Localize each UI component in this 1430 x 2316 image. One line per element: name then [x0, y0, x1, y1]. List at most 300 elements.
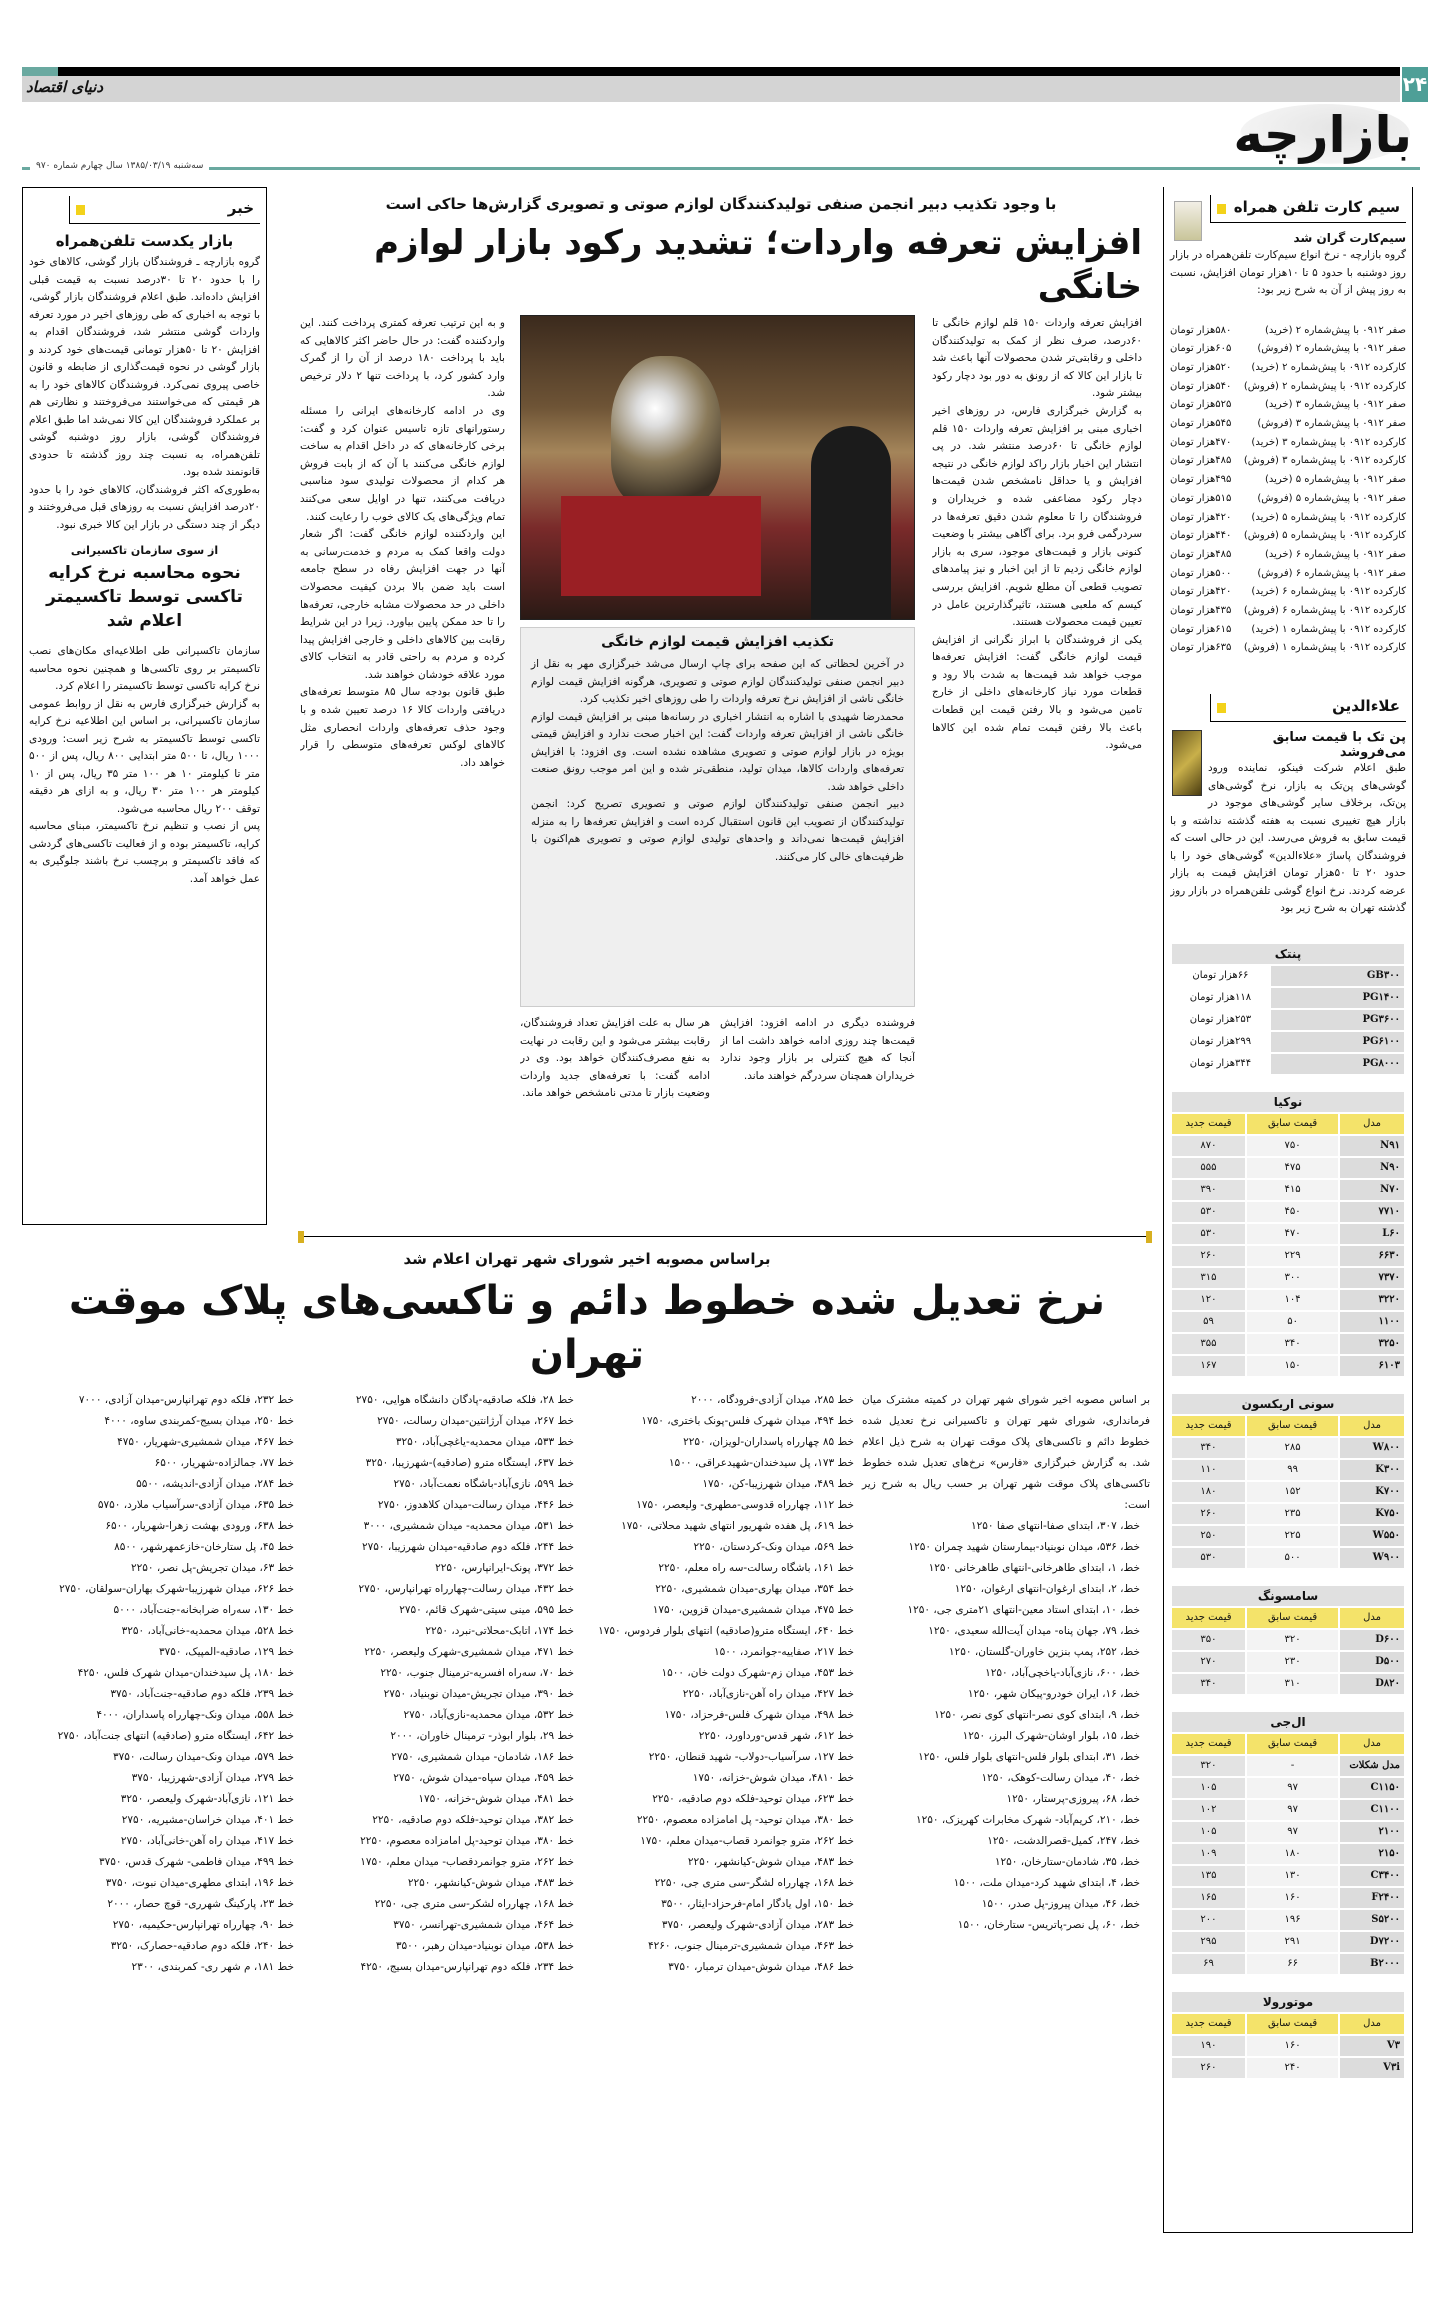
taxi-route-line: خط ۴۹۴، میدان شهرک فلس-پونک باختری، ۱۷۵۰ [641, 1415, 854, 1427]
taxi-route-line: خط، ۱۶، ایران خودرو-پیکان شهر، ۱۲۵۰ [967, 1688, 1140, 1700]
table-header [1172, 1608, 1404, 1628]
taxi-route-line: خط ۷۷، جمالزاده-شهریار، ۶۵۰۰ [154, 1457, 294, 1469]
column-header: قیمت سابق [1247, 2014, 1338, 2034]
taxi-route-line: خط ۲۳۴، فلکه دوم تهرانپارس-میدان بسیج، ۴۲۵۰ [360, 1961, 574, 1973]
table-row [1172, 1246, 1404, 1266]
yellow-square-icon [76, 205, 85, 215]
new-price-cell: ۳۲۰ [1172, 1756, 1245, 1776]
masthead-band [22, 76, 1400, 102]
table-row [1172, 1438, 1404, 1458]
table-row [1172, 1010, 1404, 1030]
table-row [1172, 1630, 1404, 1650]
taxi-route-line: خط ۶۴۰، ایستگاه مترو(صادقیه) انتهای بلوار فردوس، ۱۷۵۰ [598, 1625, 854, 1637]
old-price-cell: ۲۸۵ [1247, 1438, 1338, 1458]
sim-price-row [1170, 527, 1406, 546]
new-price-cell: ۱۰۵ [1172, 1822, 1245, 1842]
paragraph: یکی از فروشندگان با ابراز نگرانی از افزایش قیمت لوازم خانگی گفت: افزایش تعرفه‌ها موجب خواهد شد قیمت‌ها به شدت بالا رود و قطعات مورد نیاز کارخانه‌های داخلی از خارج تامین می‌شود و بالا رفتن قیمت این قطعات باعث بالا رفتن قیمت تمام شده این کالاها می‌شود. [932, 633, 1142, 752]
old-price-cell: ۴۷۰ [1247, 1224, 1338, 1244]
new-price-cell: ۳۵۰ [1172, 1630, 1245, 1650]
new-price-cell: ۲۹۵ [1172, 1932, 1245, 1952]
section-divider [300, 1236, 1150, 1237]
masthead-accent [22, 67, 58, 76]
old-price-cell: ۴۵۰ [1247, 1202, 1338, 1222]
sim-type: صفر ۰۹۱۲ با پیش‌شماره ۶ (فروش) [1257, 567, 1406, 579]
article-kicker: با وجود تکذیب دبیر انجمن صنفی تولیدکنندگان لوازم صوتی و تصویری گزارش‌ها حاکی است [385, 195, 1057, 213]
taxi-route-line: خط ۶۴۲، ایستگاه مترو (صادقیه) انتهای جنت‌آباد، ۲۷۵۰ [57, 1730, 294, 1742]
table-row [1172, 1674, 1404, 1694]
sim-price-row [1170, 359, 1406, 378]
old-price-cell: ۶۶ [1247, 1954, 1338, 1974]
taxi-route-line: خط ۵۵۸، میدان ونک-چهارراه پاسداران، ۴۰۰۰ [96, 1709, 294, 1721]
new-price-cell: ۱۰۹ [1172, 1844, 1245, 1864]
taxi-route-line: خط ۴۷۱، میدان شمشیری-شهرک ولیعصر، ۲۲۵۰ [364, 1646, 574, 1658]
column-header: قیمت جدید [1172, 1608, 1245, 1628]
old-price-cell: - [1247, 1756, 1338, 1776]
brand-name: نوکیا [1172, 1092, 1404, 1112]
taxi-route-line: خط ۵۳۲، میدان محمدیه-نازی‌آباد، ۲۷۵۰ [403, 1709, 574, 1721]
taxi-route-line: خط ۱۸۱، م شهر ری- کمربندی، ۲۳۰۰ [131, 1961, 294, 1973]
old-price-cell: ۱۳۰ [1247, 1866, 1338, 1886]
taxi-route-line: خط ۴۶۴، میدان شمشیری-تهرانسر، ۳۷۵۰ [393, 1919, 574, 1931]
dateline: سه‌شنبه ۱۳۸۵/۰۳/۱۹ سال چهارم شماره ۹۷۰ [30, 161, 209, 171]
old-price-cell: ۹۹ [1247, 1460, 1338, 1480]
table-row [1172, 1356, 1404, 1376]
taxi-route-line: خط ۸۵ چهارراه پاسداران-لویزان، ۲۲۵۰ [683, 1436, 854, 1448]
new-price-cell: ۲۶۰ [1172, 2058, 1245, 2078]
taxi-route-line: خط، ۲، ابتدای ارغوان-انتهای ارغوان، ۱۲۵۰ [954, 1583, 1140, 1595]
sim-type: صفر ۰۹۱۲ با پیش‌شماره ۲ (خرید) [1264, 324, 1406, 336]
taxi-route-line: خط ۶۱۲، شهر قدس-ورداورد، ۲۲۵۰ [698, 1730, 854, 1742]
section-title: بازارچه [1233, 106, 1412, 164]
old-price-cell: ۱۸۰ [1247, 1844, 1338, 1864]
sim-price-row [1170, 583, 1406, 602]
header-divider [22, 167, 1420, 170]
taxi-route-line: خط ۴۴۶، میدان رسالت-میدان کلاهدوز، ۲۷۵۰ [377, 1499, 574, 1511]
table-row [1172, 2058, 1404, 2078]
taxi-route-line: خط ۲۸، فلکه صادقیه-پادگان دانشگاه هوایی، ۲۷۵۰ [355, 1394, 574, 1406]
column-header: قیمت سابق [1247, 1416, 1338, 1436]
old-price-cell: ۴۷۵ [1247, 1158, 1338, 1178]
new-price-cell: ۲۶۰ [1172, 1504, 1245, 1524]
sim-price: ۶۰۵هزار تومان [1170, 343, 1232, 355]
sim-price-row [1170, 378, 1406, 397]
taxi-route-line: خط ۳۸۲، میدان توحید-فلکه دوم صادقیه، ۲۲۵۰ [372, 1814, 574, 1826]
model-cell: ۶۶۳۰ [1340, 1246, 1404, 1266]
model-cell: K۷۰۰ [1340, 1482, 1404, 1502]
new-price-cell: ۱۱۰ [1172, 1460, 1245, 1480]
model-cell: K۳۰۰ [1340, 1460, 1404, 1480]
section-label: علاءالدین [1332, 697, 1400, 716]
taxi-route-line: خط، ۲۴۷، کمیل-قصرالدشت، ۱۲۵۰ [987, 1835, 1140, 1847]
masthead-bar [22, 67, 1400, 76]
model-cell: N۹۱ [1340, 1136, 1404, 1156]
sim-price: ۴۲۰هزار تومان [1170, 586, 1232, 598]
taxi-route-line: خط ۶۲۶، میدان شهرزیبا-شهرک بهاران-سولقان، ۲۷۵۰ [59, 1583, 294, 1595]
column-header: مدل [1340, 2014, 1404, 2034]
price-cell: ۲۹۹هزار تومان [1172, 1032, 1269, 1052]
model-cell: ۳۲۵۰ [1340, 1334, 1404, 1354]
old-price-cell: ۳۱۰ [1247, 1674, 1338, 1694]
column-header: قیمت سابق [1247, 1734, 1338, 1754]
taxi-kicker: براساس مصوبه اخیر شورای شهر تهران اعلام شد [403, 1250, 771, 1268]
main-article [300, 187, 1142, 1227]
price-cell: ۶۶هزار تومان [1172, 966, 1269, 986]
sim-type: کارکرده ۰۹۱۲ با پیش‌شماره ۶ (فروش) [1243, 605, 1406, 617]
taxi-body-2: به گزارش خبرگزاری فارس به نقل از روابط عمومی سازمان تاکسیرانی، بر اساس این اطلاعیه نرخ کرایه تاکسی توسط تاکسیمتر به شرح زیر است: ورودی ۱۰۰۰ ریال، تا ۵۰۰ متر ابتدایی ۸۰۰ ریال، پس از ۵۰۰ متر تا کیلومتر ۱۰ هر ۱۰۰ متر ۳۵ ریال، پس از ۱۰ کیلومتر هر ۱۰۰ متر ۳۰ ریال، و به ازای هر دقیقه توقف ۲۰۰ ریال محاسبه می‌شود. [29, 697, 261, 815]
taxi-route-line: خط ۵۳۳، میدان محمدیه-یاغچی‌آباد، ۳۲۵۰ [395, 1436, 574, 1448]
sim-price: ۴۴۰هزار تومان [1170, 530, 1232, 542]
sim-price: ۴۷۰هزار تومان [1170, 436, 1232, 448]
column-header: مدل [1340, 1114, 1404, 1134]
taxi-route-line: خط ۲۳۹، فلکه دوم صادقیه-جنت‌آباد، ۳۷۵۰ [110, 1688, 294, 1700]
table-row [1172, 1800, 1404, 1820]
taxi-route-line: خط ۲۶۲، مترو جوانمرد قصاب-میدان معلم، ۱۷۵۰ [640, 1835, 854, 1847]
sim-price: ۵۱۵هزار تومان [1170, 492, 1232, 504]
table-row [1172, 1822, 1404, 1842]
taxi-route-line: خط ۶۳، میدان تجریش-پل نصر، ۲۲۵۰ [131, 1562, 294, 1574]
taxi-body-3: پس از نصب و تنظیم نرخ تاکسیمتر، مبنای محاسبه کرایه، تاکسیمتر بوده و از فعالیت تاکسی‌های گردشی که فاقد تاکسیمتر و برچسب نرخ باشند جلوگیری به عمل خواهد آمد. [29, 820, 260, 885]
paragraph: هر سال به علت افزایش تعداد فروشندگان، رقابت بیشتر می‌شود و این رقابت در نهایت به نفع مصرف‌کنندگان خواهد بود. وی در ادامه گفت: با تعرفه‌های جدید واردات وضعیت بازار تا مدتی نامشخص خواهد ماند. [520, 1017, 710, 1100]
brand-price-table [1170, 1392, 1406, 1570]
new-price-cell: ۶۹ [1172, 1954, 1245, 1974]
taxi-route-line: خط ۱۶۱، باشگاه رسالت-سه راه معلم، ۲۲۵۰ [658, 1562, 854, 1574]
taxi-route-line: خط ۲۴۴، فلکه دوم صادقیه-میدان شهرزیبا، ۲۷۵۰ [361, 1541, 574, 1553]
table-row [1172, 1202, 1404, 1222]
sim-type: صفر ۰۹۱۲ با پیش‌شماره ۳ (خرید) [1264, 399, 1406, 411]
taxi-route-line: خط ۳۷۲، پونک-ایرانپارس، ۲۲۵۰ [435, 1562, 574, 1574]
old-price-cell: ۴۱۵ [1247, 1180, 1338, 1200]
new-price-cell: ۲۰۰ [1172, 1910, 1245, 1930]
taxi-route-line: خط، ۶۰۰، نازی‌آباد-یاخچی‌آباد، ۱۲۵۰ [985, 1667, 1140, 1679]
new-price-cell: ۵۹ [1172, 1312, 1245, 1332]
taxi-route-line: خط ۴۵، پل ستارخان-خازعمهرشهر، ۸۵۰۰ [114, 1541, 294, 1553]
taxi-route-line: خط ۴۵۳، میدان زم-شهرک دولت خان، ۱۵۰۰ [661, 1667, 854, 1679]
model-cell: مدل شکلات [1340, 1756, 1404, 1776]
taxi-route-line: خط، ۲۱۰، کریم‌آباد- شهرک مخابرات کهریزک، ۱۲۵۰ [915, 1814, 1140, 1826]
new-price-cell: ۵۳۰ [1172, 1224, 1245, 1244]
old-price-cell: ۳۲۰ [1247, 1630, 1338, 1650]
taxi-route-line: خط، ۴۰، میدان رسالت-کوهک، ۱۲۵۰ [981, 1772, 1140, 1784]
table-row [1172, 1158, 1404, 1178]
paragraph: دبیر انجمن صنفی تولیدکنندگان لوازم صوتی و تصویری تصریح کرد: انجمن تولیدکنندگان از تصویب این قانون استقبال کرده است و افزایش تعرفه‌ها را به منزله افزایش قیمت‌ها نمی‌داند و واحدهای تولیدی لوازم صوتی و تصویری هم‌اکنون با ظرفیت‌های خالی کار می‌کنند. [531, 798, 904, 863]
table-row [1172, 1910, 1404, 1930]
table-row [1172, 1224, 1404, 1244]
model-cell: ۲۱۵۰ [1340, 1844, 1404, 1864]
new-price-cell: ۱۸۰ [1172, 1482, 1245, 1502]
sim-price-row [1170, 565, 1406, 584]
brand-name: سونی اریکسون [1172, 1394, 1404, 1414]
article-title: پن تک با قیمت سابق می‌فروشد [1272, 730, 1406, 761]
old-price-cell: ۲۲۵ [1247, 1526, 1338, 1546]
taxi-route-line: خط ۴۸۶، میدان شوش-میدان ترمبار، ۳۷۵۰ [668, 1961, 854, 1973]
taxi-route-line: خط، ۶۸، پیروزی-پرستار، ۱۲۵۰ [1006, 1793, 1140, 1805]
taxi-route-line: خط ۴۲۷، میدان راه آهن-نازی‌آباد، ۲۲۵۰ [682, 1688, 854, 1700]
taxi-route-line: خط، ۳۱، ابتدای بلوار فلس-انتهای بلوار فلس، ۱۲۵۰ [918, 1751, 1140, 1763]
column-header: مدل [1340, 1416, 1404, 1436]
taxi-route-line: خط ۱۳۰، سه‌راه ضرابخانه-جنت‌آباد، ۵۰۰۰ [113, 1604, 294, 1616]
section-label: سیم کارت تلفن همراه [1233, 198, 1400, 216]
table-row [1172, 2036, 1404, 2056]
old-price-cell: ۵۰۰ [1247, 1548, 1338, 1568]
taxi-route-line: خط ۲۴۰، فلکه دوم صادقیه-حصارک، ۳۲۵۰ [110, 1940, 294, 1952]
sim-price: ۴۲۰هزار تومان [1170, 511, 1232, 523]
taxi-intro: بر اساس مصوبه اخیر شورای شهر تهران در کمیته مشترک میان فرمانداری، شورای شهر تهران و تاکسیرانی نرخ تعدیل شده خطوط دائم و تاکسی‌های پلاک موقت تهران به شرح ذیل اعلام شد. به گزارش خبرگزاری «فارس» نرخ‌های تعدیل شده خطوط تاکسی‌های پلاک موقت شهر تهران بر حسب ریال به شرح زیر است: [862, 1394, 1150, 1511]
sim-price-row [1170, 415, 1406, 434]
brand-price-table [1170, 1090, 1406, 1378]
section-header-aladdin [1210, 694, 1406, 722]
old-price-cell: ۲۳۰ [1247, 1652, 1338, 1672]
taxi-route-line: خط ۵۲۸، میدان محمدیه-خانی‌آباد، ۳۲۵۰ [121, 1625, 294, 1637]
old-price-cell: ۱۹۶ [1247, 1910, 1338, 1930]
yellow-square-icon [1217, 703, 1226, 713]
taxi-column-1 [862, 1390, 1150, 1936]
pantech-price-table [1170, 942, 1406, 1076]
new-price-cell: ۱۰۵ [1172, 1778, 1245, 1798]
old-price-cell: ۳۰۰ [1247, 1268, 1338, 1288]
table-row [1172, 1526, 1404, 1546]
old-price-cell: ۹۷ [1247, 1822, 1338, 1842]
model-cell: F۲۴۰۰ [1340, 1888, 1404, 1908]
taxi-route-line: خط ۶۳۷، ایستگاه مترو (صادقیه)-شهرزیبا، ۳۲۵۰ [365, 1457, 574, 1469]
sim-price: ۶۱۵هزار تومان [1170, 623, 1232, 635]
sim-type: کارکرده ۰۹۱۲ با پیش‌شماره ۱ (خرید) [1251, 623, 1406, 635]
taxi-route-line: خط ۲۶۲، مترو جوانمردقصاب- میدان معلم، ۱۷۵۰ [360, 1856, 574, 1868]
model-cell: PG۱۴۰۰ [1271, 988, 1404, 1008]
model-cell: W۵۵۰ [1340, 1526, 1404, 1546]
model-cell: ۶۱۰۳ [1340, 1356, 1404, 1376]
column-header: قیمت جدید [1172, 1734, 1245, 1754]
table-header [1172, 2014, 1404, 2034]
sim-price: ۵۴۰هزار تومان [1170, 380, 1232, 392]
taxi-route-line: خط، ۱۰، ابتدای استاد معین-انتهای ۲۱متری جی، ۱۲۵۰ [907, 1604, 1140, 1616]
sim-type: کارکرده ۰۹۱۲ با پیش‌شماره ۲ (خرید) [1251, 361, 1406, 373]
old-price-cell: ۲۲۹ [1247, 1246, 1338, 1266]
sim-type: صفر ۰۹۱۲ با پیش‌شماره ۲ (فروش) [1257, 343, 1406, 355]
article-column-4 [720, 1015, 915, 1222]
taxi-route-line: خط ۱۲۷، سرآسیاب-دولاب- شهید قنطان، ۲۲۵۰ [648, 1751, 854, 1763]
taxi-route-line: خط ۴۶۳، میدان شمشیری-ترمینال جنوب، ۴۲۶۰ [647, 1940, 854, 1952]
brand-price-table [1170, 1710, 1406, 1976]
column-header: قیمت جدید [1172, 1416, 1245, 1436]
sim-type: کارکرده ۰۹۱۲ با پیش‌شماره ۱ (فروش) [1243, 642, 1406, 654]
article-column-5 [520, 1015, 710, 1222]
sim-type: کارکرده ۰۹۱۲ با پیش‌شماره ۵ (فروش) [1243, 530, 1406, 542]
taxi-route-line: خط، ۱، ابتدای طاهرخانی-انتهای طاهرخانی ۱۲۵۰ [928, 1562, 1140, 1574]
old-price-cell: ۷۵۰ [1247, 1136, 1338, 1156]
sim-type: صفر ۰۹۱۲ با پیش‌شماره ۵ (فروش) [1257, 492, 1406, 504]
new-price-cell: ۳۹۰ [1172, 1180, 1245, 1200]
model-cell: GB۳۰۰ [1271, 966, 1404, 986]
price-cell: ۱۱۸هزار تومان [1172, 988, 1269, 1008]
taxi-route-line: خط ۴۵۹، میدان سپاه-میدان شوش، ۲۷۵۰ [393, 1772, 574, 1784]
brand-name: موتورولا [1172, 1992, 1404, 2012]
paragraph: به گزارش خبرگزاری فارس، در روزهای اخیر اخباری مبنی بر افزایش تعرفه واردات ۱۵۰ قلم لوازم خانگی تا ۶۰درصد منتشر شد. در پی انتشار این اخبار بازار راکد لوازم خانگی در نتیجه افزایش و یا حداقل نامشخص شدن قیمت‌ها دچار رکود مضاعفی شده و خریداران و فروشندگان را تا معلوم شدن دقیق تعرفه‌ها در سردرگمی فرو برد. برای آگاهی بیشتر با وضعیت کنونی بازار و قیمت‌های موجود، سری به بازار لوازم خانگی زدیم تا از این اخبار و نیز پیامدهای تصویب قطعی آن مطلع شویم. افزایش بررسی کیسم که ملعبی هستند، تاثیرگذارترین عامل در تعیین قیمت محصولات هستند. [932, 404, 1142, 629]
article-lead: گروه بازارچه - نرخ انواع سیم‌کارت تلفن‌همراه در بازار روز دوشنبه با حدود ۵ تا ۱۰هزار تومان افزایش، نسبت به روز پیش از آن به شرح زیر بود: [1170, 249, 1406, 296]
brand-header [1172, 944, 1404, 964]
section-label: خبر [227, 199, 254, 217]
column-header: مدل [1340, 1734, 1404, 1754]
table-row [1172, 966, 1404, 986]
sim-type: کارکرده ۰۹۱۲ با پیش‌شماره ۵ (خرید) [1251, 511, 1406, 523]
model-cell: ۷۷۱۰ [1340, 1202, 1404, 1222]
new-price-cell: ۲۶۰ [1172, 1246, 1245, 1266]
brand-name: ال‌جی [1172, 1712, 1404, 1732]
taxi-route-line: خط ۳۸۰، میدان توحید-پل امامزاده معصوم، ۲۲۵۰ [360, 1835, 574, 1847]
taxi-route-line: خط ۴۹۸، میدان شهرک فلس-فرحزاد، ۱۷۵۰ [664, 1709, 854, 1721]
old-price-cell: ۹۷ [1247, 1778, 1338, 1798]
taxi-route-line: خط ۶۳۵، میدان آزادی-سرآسیاب ملارد، ۵۷۵۰ [97, 1499, 294, 1511]
taxi-route-line: خط ۱۱۲، چهارراه قدوسی-مطهری- ولیعصر، ۱۷۵۰ [636, 1499, 854, 1511]
taxi-column-3 [302, 1390, 574, 1978]
taxi-route-line: خط ۴۹۹، میدان فاطمی- شهرک قدس، ۳۷۵۰ [98, 1856, 294, 1868]
taxi-route-line: خط ۱۲۱، نازی‌آباد-شهرک ولیعصر، ۳۲۵۰ [120, 1793, 294, 1805]
sim-type: صفر ۰۹۱۲ با پیش‌شماره ۳ (فروش) [1257, 418, 1406, 430]
taxi-route-line: خط، ۲۵۲، پمپ بنزین خاوران-گلستان، ۱۲۵۰ [948, 1646, 1140, 1658]
yellow-marker-icon [298, 1231, 304, 1243]
taxi-route-line: خط ۲۳۲، فلکه دوم تهرانپارس-میدان آزادی، ۷۰۰۰ [78, 1394, 294, 1406]
table-row [1172, 1460, 1404, 1480]
taxi-route-line: خط ۲۷۹، میدان آزادی-شهرزیبا، ۳۷۵۰ [131, 1772, 294, 1784]
new-price-cell: ۱۶۷ [1172, 1356, 1245, 1376]
model-cell: ۱۱۰۰ [1340, 1312, 1404, 1332]
column-header: قیمت جدید [1172, 1114, 1245, 1134]
yellow-square-icon [1217, 204, 1226, 214]
paragraph: و به این ترتیب تعرفه کمتری پرداخت کنند. این واردکننده گفت: در حال حاضر اکثر کالاهایی که باید با پرداخت ۱۸۰ درصد از آن را از گمرک وارد کشور کرد، با پرداخت تنها ۲ دلار ترخیص شد. [300, 317, 505, 400]
old-price-cell: ۲۳۵ [1247, 1504, 1338, 1524]
old-price-cell: ۱۰۴ [1247, 1290, 1338, 1310]
sim-price-row [1170, 509, 1406, 528]
sim-type: صفر ۰۹۱۲ با پیش‌شماره ۵ (خرید) [1264, 474, 1406, 486]
taxi-route-line: خط ۱۲۹، صادقیه-المپیک، ۳۷۵۰ [158, 1646, 294, 1658]
sim-price-row [1170, 602, 1406, 621]
column-header: قیمت جدید [1172, 2014, 1245, 2034]
taxi-route-line: خط ۴۸۳، میدان شوش-کیانشهر، ۲۲۵۰ [407, 1877, 574, 1889]
table-row [1172, 1548, 1404, 1568]
model-cell: ۷۳۷۰ [1340, 1268, 1404, 1288]
table-row [1172, 1652, 1404, 1672]
model-cell: S۵۲۰۰ [1340, 1910, 1404, 1930]
table-row [1172, 1866, 1404, 1886]
old-price-cell: ۱۵۰ [1247, 1356, 1338, 1376]
taxi-column-4 [22, 1390, 294, 1978]
taxi-headline: نرخ تعدیل شده خطوط دائم و تاکسی‌های پلاک موقت تهران [68, 1278, 1106, 1378]
new-price-cell: ۸۷۰ [1172, 1136, 1245, 1156]
article-headline: افزایش تعرفه واردات؛ تشدید رکود بازار لوازم خانگی [374, 223, 1142, 307]
table-row [1172, 1844, 1404, 1864]
table-row [1172, 1756, 1404, 1776]
price-cell: ۳۴۴هزار تومان [1172, 1054, 1269, 1074]
paragraph: وی در ادامه کارخانه‌های ایرانی را مسئله رستورانهای تازه تاسیس عنوان کرد و گفت: برخی کارخانه‌های که در داخل اقدام به ساخت لوازم خانگی می‌کنند با آن که از بابت فروش هر کدام از محصولات تولیدی سود مناسبی دریافت می‌کنند، تنها در اوایل سعی می‌کنند تمام ویژگی‌های یک کالای خوب را رعایت کنند. [300, 404, 505, 523]
column-header: قیمت سابق [1247, 1114, 1338, 1134]
sim-price-row [1170, 340, 1406, 359]
taxi-route-line: خط ۱۷۳، پل سیدخندان-شهیدعراقی، ۱۵۰۰ [668, 1457, 854, 1469]
new-price-cell: ۳۴۰ [1172, 1438, 1245, 1458]
model-cell: D۸۲۰ [1340, 1674, 1404, 1694]
model-cell: N۷۰ [1340, 1180, 1404, 1200]
sim-type: کارکرده ۰۹۱۲ با پیش‌شماره ۳ (خرید) [1251, 436, 1406, 448]
sim-price: ۵۴۵هزار تومان [1170, 418, 1232, 430]
table-header [1172, 1416, 1404, 1436]
sim-price-row [1170, 490, 1406, 509]
taxi-route-line: خط، ۴، ابتدای شهید کرد-میدان ملت، ۱۵۰۰ [953, 1877, 1140, 1889]
taxi-route-line: خط ۴۸۳، میدان شوش-کیانشهر، ۲۲۵۰ [687, 1856, 854, 1868]
sim-price: ۴۸۵هزار تومان [1170, 548, 1232, 560]
sim-price-row [1170, 396, 1406, 415]
table-row [1172, 1312, 1404, 1332]
sim-price-row [1170, 546, 1406, 565]
news-body-2: به‌طوری‌که اکثر فروشندگان، کالاهای خود را با حدود ۲۰درصد افزایش نسبت به روزهای قبل می‌فروختند و دیگر از چند دستگی در بازار این کالا خبری نبود. [29, 483, 260, 531]
table-row [1172, 1180, 1404, 1200]
model-cell: PG۶۱۰۰ [1271, 1032, 1404, 1052]
table-row [1172, 1778, 1404, 1798]
taxi-route-line: خط ۹۰، چهارراه تهرانپارس-حکیمیه، ۲۷۵۰ [112, 1919, 294, 1931]
model-cell: D۷۲۰۰ [1340, 1932, 1404, 1952]
news-body-1: گروه بازارچه ـ فروشندگان بازار گوشی، کالاهای خود را با حدود ۲۰ تا ۳۰درصد نسبت به قیمت قبلی افزایش داده‌اند. طبق اعلام فروشندگان بازار گوشی، با توجه به اخباری که طی روزهای اخیر در مورد تعرفه واردات گوشی منتشر شد، فروشندگان اقدام به افزایش ۲۰ تا ۵۰هزار تومانی قیمت‌های خود کردند و بازار گوشی در نحوه قیمت‌گذاری از ضابطه و قانون خاصی پیروی نمی‌کرد. فروشندگان کالاهای خود را به هر قیمتی که می‌خواستند می‌فروختند و نظارتی هم بر عملکرد فروشندگان این کالا نمی‌شد اما طبق اعلام فروشندگان گوشی، بازار روز دوشنبه گوشی تلفن‌همراه، به نسبت چند روز گذشته تا حدودی قانونمند شده بود. [29, 256, 261, 478]
taxi-route-line: خط ۶۳۸، ورودی بهشت زهرا-شهریار، ۶۵۰۰ [105, 1520, 294, 1532]
taxi-route-line: خط ۲۱۷، صفاییه-جوانمرد، ۱۵۰۰ [714, 1646, 854, 1658]
left-news-column [22, 187, 267, 1225]
taxi-route-line: خط ۴۸۱۰، میدان شوش-خزانه، ۱۷۵۰ [692, 1772, 854, 1784]
taxi-route-line: خط ۱۸۰، پل سیدخندان-میدان شهرک فلس، ۴۲۵۰ [77, 1667, 294, 1679]
taxi-route-line: خط ۲۳، پارکینگ شهرری- قوچ حصار، ۲۰۰۰ [107, 1898, 294, 1910]
right-sidebar [1163, 187, 1413, 2233]
taxi-route-line: خط ۲۸۴، میدان آزادی-اندیشه، ۵۵۰۰ [136, 1478, 294, 1490]
taxi-route-line: خط ۷۰، سه‌راه افسریه-ترمینال جنوب، ۲۲۵۰ [380, 1667, 574, 1679]
phone-image [1172, 730, 1202, 796]
model-cell: V۳ [1340, 2036, 1404, 2056]
table-row [1172, 1888, 1404, 1908]
article-title: سیم‌کارت گران شد [1293, 231, 1406, 245]
brand-name: سامسونگ [1172, 1586, 1404, 1606]
model-cell: ۲۱۰۰ [1340, 1822, 1404, 1842]
old-price-cell: ۲۹۱ [1247, 1932, 1338, 1952]
taxi-route-line: خط ۲۹، بلوار ابوذر- ترمینال خاوران، ۲۰۰۰ [390, 1730, 574, 1742]
sim-price: ۴۳۵هزار تومان [1170, 605, 1232, 617]
model-cell: C۱۱۵۰ [1340, 1778, 1404, 1798]
taxi-route-line: خط ۳۵۴، میدان بهاری-میدان شمشیری، ۲۲۵۰ [655, 1583, 854, 1595]
model-cell: PG۳۶۰۰ [1271, 1010, 1404, 1030]
article-photo [520, 315, 915, 620]
model-cell: C۳۴۰۰ [1340, 1866, 1404, 1886]
taxi-route-line: خط ۳۹۰، میدان تجریش-میدان نوبنیاد، ۲۷۵۰ [383, 1688, 574, 1700]
model-cell: L۶۰ [1340, 1224, 1404, 1244]
new-price-cell: ۱۶۵ [1172, 1888, 1245, 1908]
newspaper-logo: دنیای اقتصاد [26, 78, 104, 96]
new-price-cell: ۳۴۰ [1172, 1674, 1245, 1694]
taxi-route-line: خط ۲۵۰، میدان بسیج-کمربندی ساوه، ۴۰۰۰ [104, 1415, 294, 1427]
new-price-cell: ۵۵۵ [1172, 1158, 1245, 1178]
taxi-route-line: خط ۲۶۷، میدان آرژانتین-میدان رسالت، ۲۷۵۰ [377, 1415, 574, 1427]
taxi-route-line: خط ۴۸۱، میدان شوش-خزانه، ۱۷۵۰ [418, 1793, 574, 1805]
sim-type: کارکرده ۰۹۱۲ با پیش‌شماره ۳ (فروش) [1243, 455, 1406, 467]
sim-type: صفر ۰۹۱۲ با پیش‌شماره ۶ (خرید) [1264, 548, 1406, 560]
table-row [1172, 988, 1404, 1008]
paragraph: محمدرضا شهیدی با اشاره به انتشار اخباری در رسانه‌ها مبنی بر افزایش قیمت لوازم خانگی ناشی از افزایش تعرفه واردات گفت: این اخبار صحت ندارد و افزایش قیمتی بویژه در بازار لوازم صوتی و تصویری مشاهده نشده است. وی افزود: با افزایش تعرفه‌های واردات کالاها، میدان تولید، منطقی‌تر شده و این امر موجب رونق صنعت داخلی خواهد شد. [531, 710, 904, 793]
table-row [1172, 1136, 1404, 1156]
sim-price: ۵۲۰هزار تومان [1170, 361, 1232, 373]
taxi-route-line: خط ۱۵۰، اول یادگار امام-فرحزاد-ایثار، ۳۵۰۰ [661, 1898, 854, 1910]
taxi-route-line: خط ۴۸۹، میدان شهرزیبا-کن، ۱۷۵۰ [702, 1478, 854, 1490]
article-body: طبق اعلام شرکت فینکو، نماینده ورود گوشی‌های پن‌تک به بازار، نرخ گوشی‌های پن‌تک، برخلاف سایر گوشی‌های موجود در بازار هیچ تغییری نسبت به هفته گذشته نداشته و با قیمت سابق به فروش می‌رسد. این در حالی است که فروشندگان پاساژ «علاءالدین» گوشی‌های خود را با حدود ۲۰ تا ۵۰هزار تومان افزایش قیمت به بازار عرضه کردند. نرخ انواع گوشی تلفن‌همراه در بازار روز گذشته تهران به شرح زیر بود [1170, 762, 1406, 915]
table-row [1172, 1482, 1404, 1502]
table-row [1172, 1290, 1404, 1310]
new-price-cell: ۳۵۵ [1172, 1334, 1245, 1354]
paragraph: در آخرین لحظاتی که این صفحه برای چاپ ارسال می‌شد خبرگزاری مهر به نقل از دبیر انجمن صنفی تولیدکنندگان لوازم صوتی و تصویری، هرگونه افزایش قیمت لوازم خانگی ناشی از افزایش نرخ تعرفه واردات را طی روزهای اخیر تکذیب کرد. [531, 658, 904, 705]
sim-price: ۴۸۵هزار تومان [1170, 455, 1232, 467]
page-number: ۲۴ [1402, 67, 1428, 102]
old-price-cell: ۱۶۰ [1247, 1888, 1338, 1908]
old-price-cell: ۹۷ [1247, 1800, 1338, 1820]
